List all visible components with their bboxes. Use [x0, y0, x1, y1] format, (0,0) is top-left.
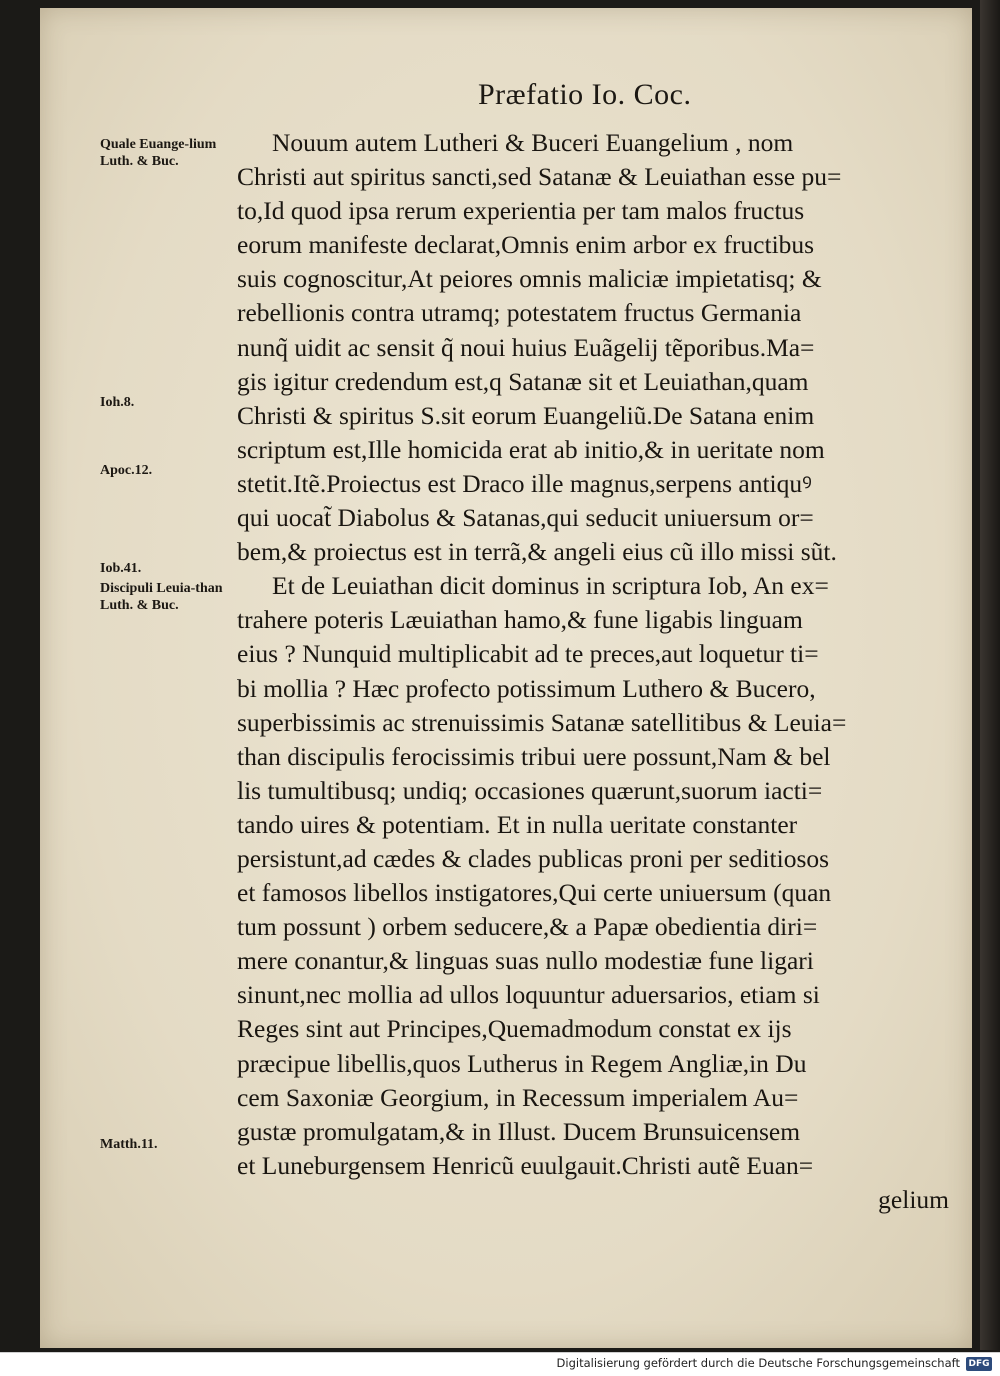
text-line: than discipulis ferocissimis tribui uere possunt,Nam & bel [237, 741, 831, 771]
text-line: qui uocat̃ Diabolus & Satanas,qui seducit uniuersum or= [237, 503, 814, 533]
marginal-note: Apoc.12. [100, 463, 153, 478]
text-line: gustæ promulgatam,& in Illust. Ducem Brunsuicensem [237, 1116, 801, 1146]
page-edge [980, 0, 1000, 1350]
text-line: Et de Leuiathan dicit dominus in scriptura Iob, An ex= [272, 571, 829, 601]
text-line: persistunt,ad cædes & clades publicas proni per seditiosos [237, 843, 830, 873]
text-line: præcipue libellis,quos Lutherus in Regem Angliæ,in Du [237, 1048, 807, 1078]
funding-credit: Digitalisierung gefördert durch die Deutsche Forschungsgemeinschaft [556, 1356, 960, 1370]
text-line: to,Id quod ipsa rerum experientia per tam malos fructus [237, 196, 805, 226]
text-line: Nouum autem Lutheri & Buceri Euangelium , nom [272, 128, 794, 157]
text-line: stetit.Itẽ.Proiectus est Draco ille magnus,serpens antiquꝰ [237, 468, 812, 498]
dfg-logo: DFG [966, 1357, 992, 1371]
text-line: superbissimis ac strenuissimis Satanæ satellitibus & Leuia= [237, 707, 847, 737]
marginal-note: Matth.11. [100, 1137, 158, 1152]
text-line: bi mollia ? Hæc profecto potissimum Luthero & Bucero, [237, 673, 816, 703]
text-line: Reges sint aut Principes,Quemadmodum constat ex ijs [237, 1014, 792, 1044]
text-line: tum possunt ) orbem seducere,& a Papæ obedientia diri= [237, 912, 818, 942]
marginal-note: Discipuli Leuia-than Luth. & Buc. [100, 581, 223, 613]
text-line: cem Saxoniæ Georgium, in Recessum imperialem Au= [237, 1082, 799, 1112]
text-line: eius ? Nunquid multiplicabit ad te preces,aut loquetur ti= [237, 639, 819, 669]
text-line: trahere poteris Læuiathan hamo,& fune ligabis linguam [237, 605, 803, 635]
page-header: Præfatio Io. Coc. [478, 78, 692, 111]
text-line: Christi & spiritus S.sit eorum Euangeliũ.De Satana enim [237, 400, 815, 430]
footer-bar [0, 1352, 1000, 1376]
text-line: scriptum est,Ille homicida erat ab initio,& in ueritate nom [237, 434, 825, 464]
text-line: gelium [878, 1184, 949, 1214]
book-page [40, 8, 972, 1348]
marginal-note: Quale Euange-lium Luth. & Buc. [100, 137, 217, 169]
marginal-note: Ioh.8. [100, 395, 135, 410]
text-line: gis igitur credendum est,q Satanæ sit et Leuiathan,quam [237, 366, 809, 396]
text-line: nunq̃ uidit ac sensit q̃ noui huius Euãgelij tẽporibus.Ma= [237, 332, 815, 362]
marginal-note: Iob.41. [100, 561, 142, 576]
text-line: mere conantur,& linguas suas nullo modestiæ fune ligari [237, 946, 814, 976]
text-line: eorum manifeste declarat,Omnis enim arbor ex fructibus [237, 230, 815, 260]
text-line: Christi aut spiritus sancti,sed Satanæ & Leuiathan esse pu= [237, 162, 842, 192]
text-line: sinunt,nec mollia ad ullos loquuntur aduersarios, etiam si [237, 980, 820, 1010]
text-line: rebellionis contra utramq; potestatem fructus Germania [237, 298, 802, 328]
text-line: et famosos libellos instigatores,Qui certe uniuersum (quan [237, 878, 832, 908]
text-line: lis tumultibusq; undiq; occasiones quærunt,suorum iacti= [237, 775, 823, 805]
text-line: suis cognoscitur,At peiores omnis maliciæ impietatisq; & [237, 264, 822, 294]
text-line: bem,& proiectus est in terrã,& angeli eius cũ illo missi sũt. [237, 537, 837, 567]
body-text [237, 126, 967, 1217]
text-line: tando uires & potentiam. Et in nulla ueritate constanter [237, 809, 798, 839]
text-line: et Luneburgensem Henricũ euulgauit.Christi autẽ Euan= [237, 1150, 814, 1180]
